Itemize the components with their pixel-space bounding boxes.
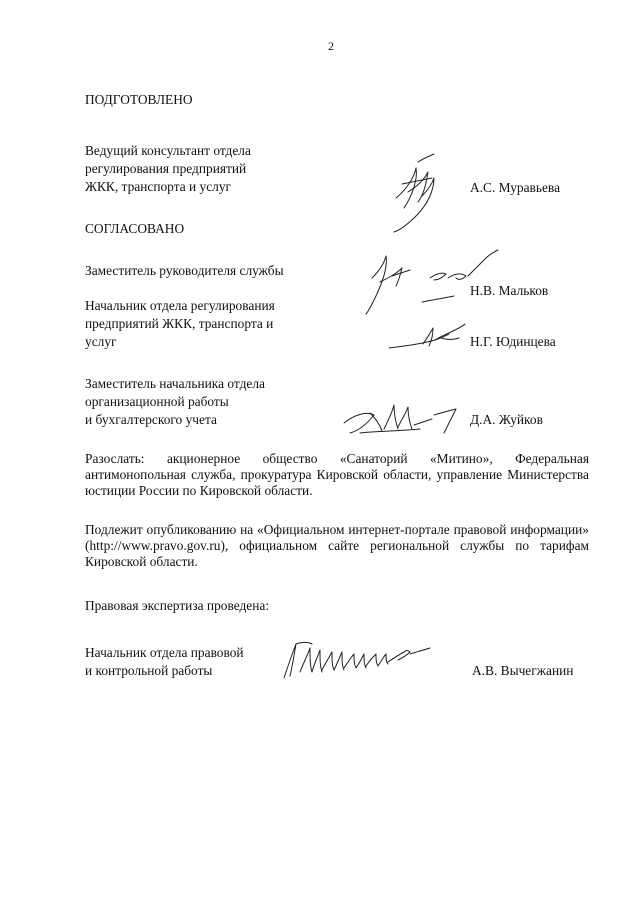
prepared-person-name: А.С. Муравьева (470, 180, 561, 195)
prepared-position-line: регулирования предприятий (85, 161, 247, 176)
dept-head-position-line: Начальник отдела регулирования (85, 298, 275, 313)
page-number: 2 (328, 39, 334, 53)
prepared-heading: ПОДГОТОВЛЕНО (85, 92, 193, 107)
deputy-head-position: Заместитель руководителя службы (85, 263, 284, 278)
dept-head-position-line: предприятий ЖКК, транспорта и (85, 316, 274, 331)
deputy-dept-head-position-line: и бухгалтерского учета (85, 412, 217, 427)
signature-zhuikov (340, 395, 465, 440)
legal-review-statement: Правовая экспертиза проведена: (85, 598, 270, 613)
signature-vychegzhanin (280, 632, 440, 682)
signature-yudintseva (385, 318, 470, 358)
legal-review-position-line: и контрольной работы (85, 663, 213, 678)
signature-muravyeva (378, 150, 458, 235)
agreed-heading: СОГЛАСОВАНО (85, 221, 185, 236)
dept-head-person-name: Н.Г. Юдинцева (470, 334, 556, 349)
prepared-position-line: Ведущий консультант отдела (85, 143, 251, 158)
deputy-head-person-name: Н.В. Мальков (470, 283, 549, 298)
deputy-dept-head-person-name: Д.А. Жуйков (470, 412, 543, 427)
legal-review-position-line: Начальник отдела правовой (85, 645, 244, 660)
deputy-dept-head-position-line: Заместитель начальника отдела (85, 376, 265, 391)
distribution-list: Разослать: акционерное общество «Санаторий «Митино», Федеральная антимонопольная служба, прокуратура Кировской области, управление Министерства юстиции России по Кировской области. (85, 451, 589, 498)
legal-review-person-name: А.В. Вычегжанин (472, 663, 574, 678)
dept-head-position-line: услуг (85, 334, 117, 349)
prepared-position-line: ЖКК, транспорта и услуг (85, 179, 232, 194)
signature-malkov (362, 238, 512, 318)
publication-notice: Подлежит опубликованию на «Официальном интернет-портале правовой информации» (http://www.pravo.gov.ru), официальном сайте региональной службы по тарифам Кировской области. (85, 522, 589, 569)
deputy-dept-head-position-line: организационной работы (85, 394, 229, 409)
